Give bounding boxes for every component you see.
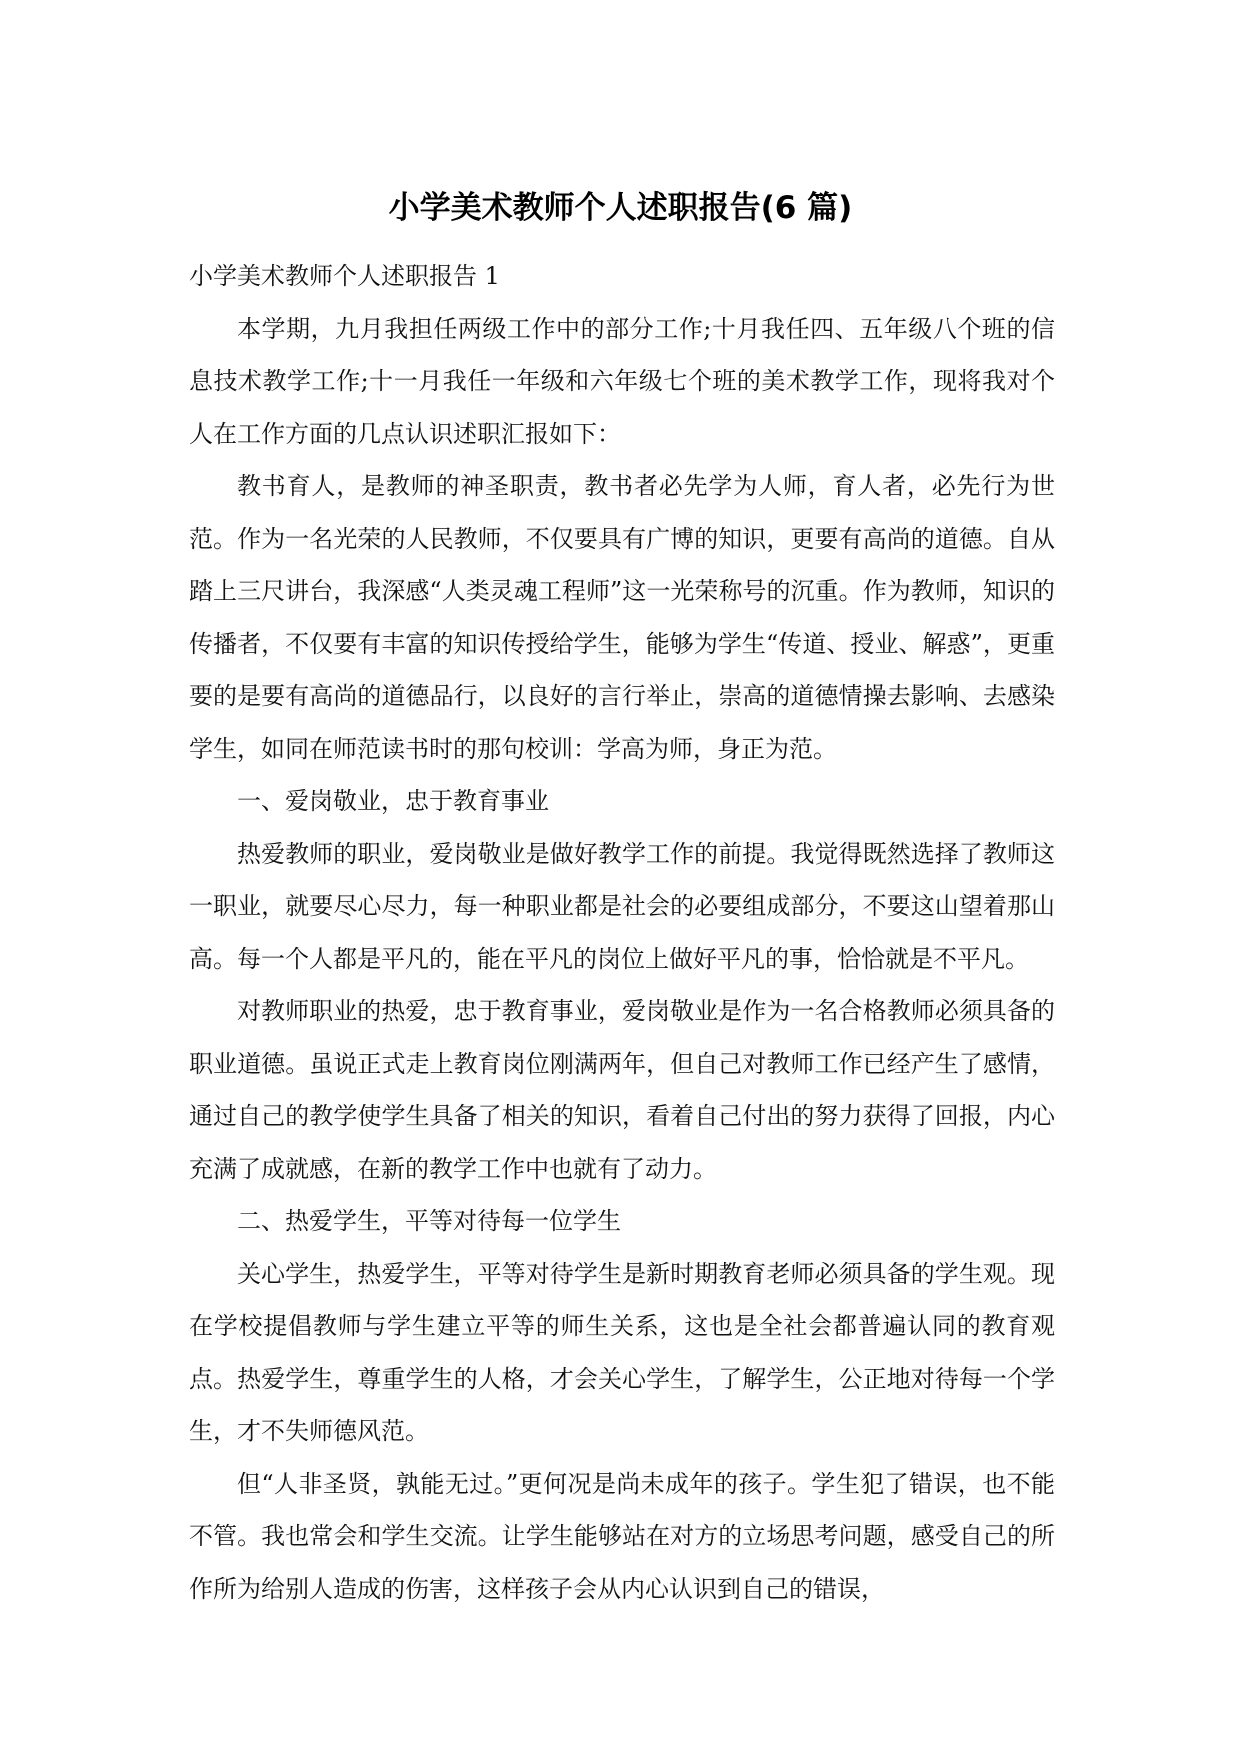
document-body <box>189 250 1055 1615</box>
paragraph-intro: 本学期，九月我担任两级工作中的部分工作;十月我任四、五年级八个班的信息技术教学工作;十一月我任一年级和六年级七个班的美术教学工作，现将我对个人在工作方面的几点认识述职汇报如下： <box>189 314 1055 448</box>
subheading-love-job: 一、爱岗敬业，忠于教育事业 <box>237 787 549 815</box>
document-title: 小学美术教师个人述职报告(6 篇) <box>388 190 853 226</box>
paragraph-teaching-duty: 教书育人，是教师的神圣职责，教书者必先学为人师，育人者，必先行为世范。作为一名光荣的人民教师，不仅要具有广博的知识，更要有高尚的道德。自从踏上三尺讲台，我深感“人类灵魂工程师”这一光荣称号的沉重。作为教师，知识的传播者，不仅要有丰富的知识传授给学生，能够为学生“传道、授业、解惑”，更重要的是要有高尚的道德品行，以良好的言行举止，崇高的道德情操去影响、去感染学生，如同在师范读书时的那句校训：学高为师，身正为范。 <box>189 472 1055 763</box>
paragraph-professional-ethics: 对教师职业的热爱，忠于教育事业，爱岗敬业是作为一名合格教师必须具备的职业道德。虽说正式走上教育岗位刚满两年，但自己对教师工作已经产生了感情，通过自己的教学使学生具备了相关的知识，看着自己付出的努力获得了回报，内心充满了成就感，在新的教学工作中也就有了动力。 <box>189 997 1055 1183</box>
paragraph-mistakes: 但“人非圣贤，孰能无过。”更何况是尚未成年的孩子。学生犯了错误，也不能不管。我也常会和学生交流。让学生能够站在对方的立场思考问题，感受自己的所作所为给别人造成的伤害，这样孩子会从内心认识到自己的错误， <box>189 1469 1055 1603</box>
paragraph-love-profession: 热爱教师的职业，爱岗敬业是做好教学工作的前提。我觉得既然选择了教师这一职业，就要尽心尽力，每一种职业都是社会的必要组成部分，不要这山望着那山高。每一个人都是平凡的，能在平凡的岗位上做好平凡的事，恰恰就是不平凡。 <box>189 839 1055 973</box>
paragraph-care-students: 关心学生，热爱学生，平等对待学生是新时期教育老师必须具备的学生观。现在学校提倡教师与学生建立平等的师生关系，这也是全社会都普遍认同的教育观点。热爱学生，尊重学生的人格，才会关心学生，了解学生，公正地对待每一个学生，才不失师德风范。 <box>189 1259 1055 1445</box>
section-heading-report-1: 小学美术教师个人述职报告 1 <box>189 262 500 290</box>
subheading-love-students: 二、热爱学生，平等对待每一位学生 <box>237 1207 621 1235</box>
